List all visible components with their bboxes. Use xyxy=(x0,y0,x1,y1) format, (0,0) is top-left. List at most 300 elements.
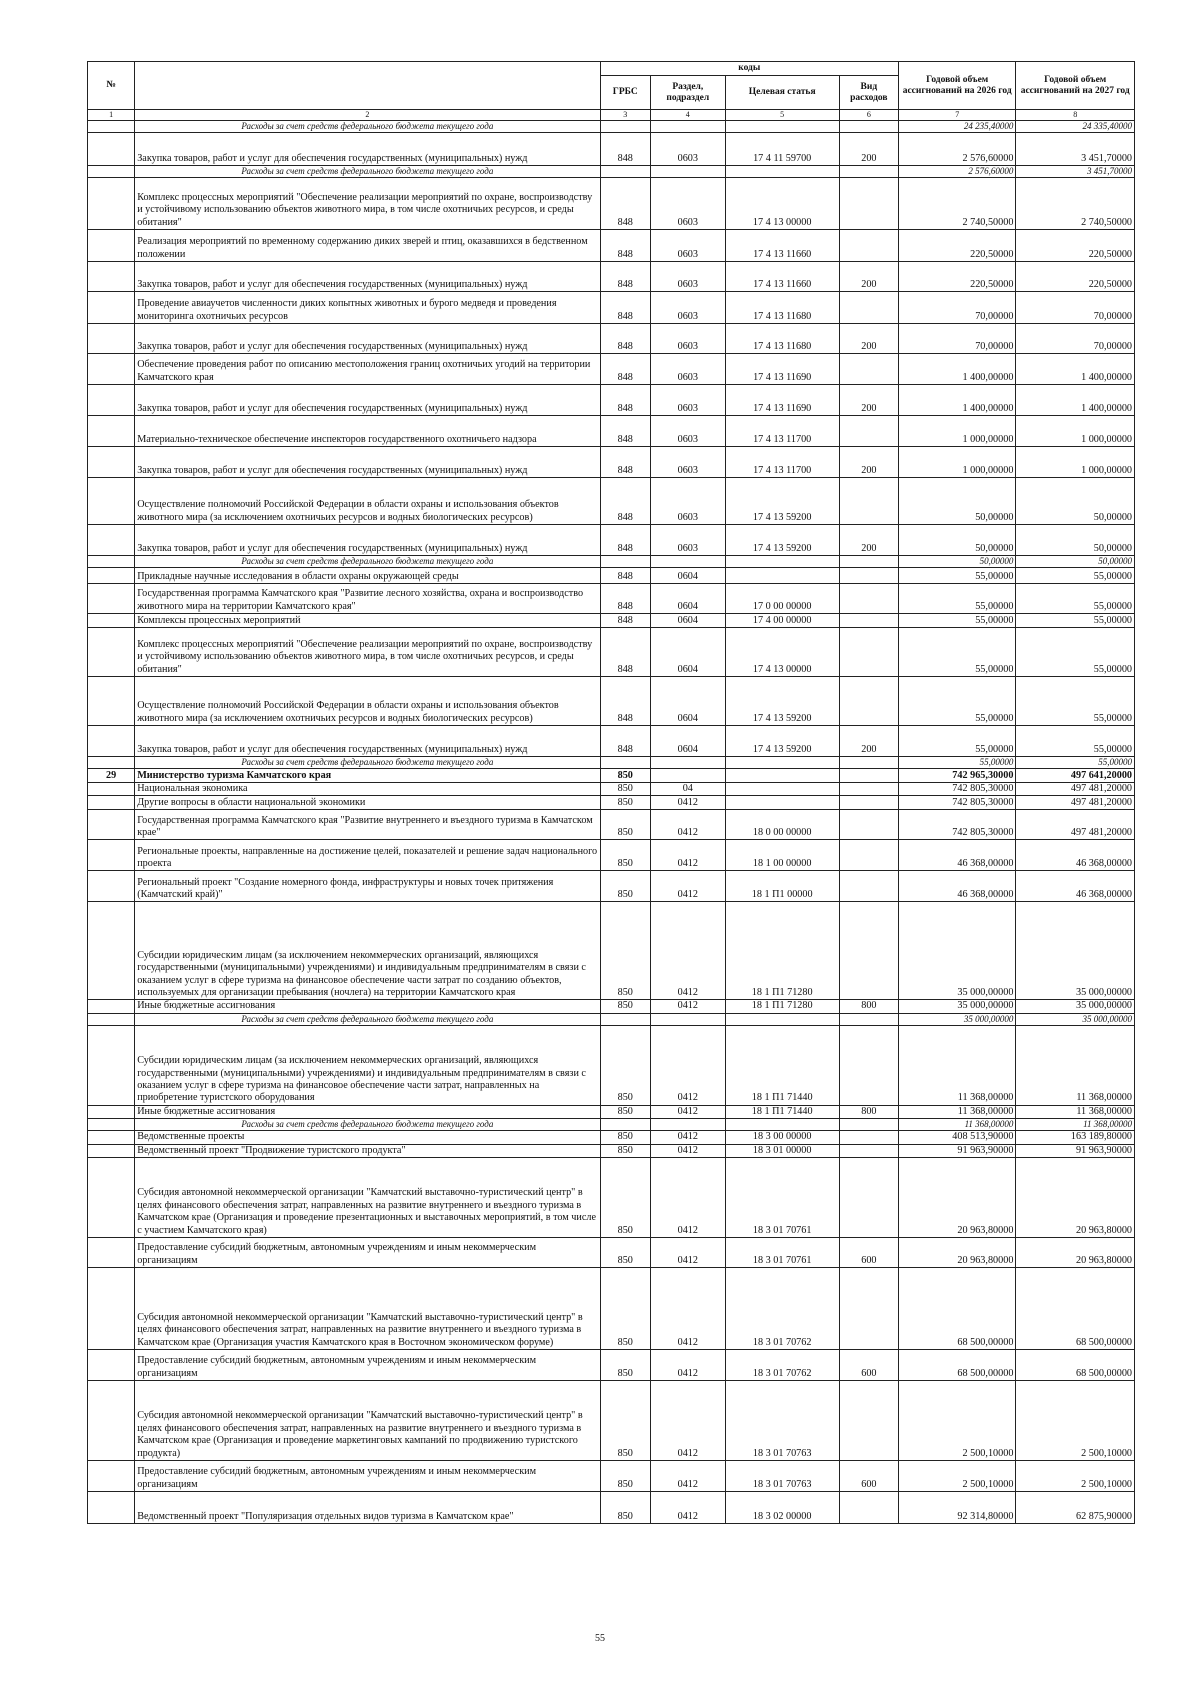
row-amount-2026: 2 500,10000 xyxy=(898,1381,1015,1461)
row-target: 18 3 01 70763 xyxy=(725,1461,839,1492)
row-target xyxy=(725,121,839,133)
table-row xyxy=(88,230,1135,262)
row-name: Закупка товаров, работ и услуг для обеспечения государственных (муниципальных) нужд xyxy=(135,726,600,757)
row-expense-type xyxy=(839,354,898,385)
row-target: 17 4 13 11660 xyxy=(725,230,839,262)
row-amount-2026: 220,50000 xyxy=(898,230,1015,262)
header-vol-2026: Годовой объем ассигнований на 2026 год xyxy=(898,62,1015,110)
row-number xyxy=(88,810,135,840)
row-target xyxy=(725,1119,839,1131)
row-expense-type xyxy=(839,810,898,840)
row-grbs: 848 xyxy=(600,354,650,385)
row-name: Комплексы процессных мероприятий xyxy=(135,614,600,628)
row-expense-type xyxy=(839,292,898,324)
row-name: Осуществление полномочий Российской Федерации в области охраны и использования объектов животного мира (за исключением охотничьих ресурсов и водных биологических ресурсов) xyxy=(135,677,600,726)
row-expense-type: 800 xyxy=(839,1000,898,1013)
row-amount-2027: 91 963,90000 xyxy=(1016,1144,1135,1157)
row-amount-2026: 50,00000 xyxy=(898,478,1015,525)
row-name: Закупка товаров, работ и услуг для обеспечения государственных (муниципальных) нужд xyxy=(135,447,600,478)
row-amount-2026: 20 963,80000 xyxy=(898,1238,1015,1268)
row-section: 0412 xyxy=(650,1350,725,1381)
row-amount-2026: 35 000,00000 xyxy=(898,902,1015,1000)
row-amount-2027: 50,00000 xyxy=(1016,478,1135,525)
row-section: 0412 xyxy=(650,796,725,810)
row-expense-type: 800 xyxy=(839,1105,898,1118)
row-amount-2027: 55,00000 xyxy=(1016,677,1135,726)
row-amount-2027: 163 189,80000 xyxy=(1016,1131,1135,1144)
row-expense-type xyxy=(839,902,898,1000)
row-number xyxy=(88,447,135,478)
row-amount-2026: 2 500,10000 xyxy=(898,1461,1015,1492)
row-amount-2026: 11 368,00000 xyxy=(898,1105,1015,1118)
row-target: 17 4 13 11660 xyxy=(725,262,839,292)
row-target xyxy=(725,769,839,783)
row-amount-2026: 92 314,80000 xyxy=(898,1492,1015,1524)
row-expense-type xyxy=(839,1381,898,1461)
row-expense-type xyxy=(839,1025,898,1105)
row-section: 0603 xyxy=(650,133,725,166)
row-grbs: 848 xyxy=(600,447,650,478)
row-name: Региональные проекты, направленные на достижение целей, показателей и решение задач национального проекта xyxy=(135,840,600,871)
header-expense-type: Вид расходов xyxy=(839,76,898,110)
table-row xyxy=(88,871,1135,902)
row-amount-2027: 497 481,20000 xyxy=(1016,796,1135,810)
table-row xyxy=(88,1105,1135,1118)
row-target: 17 4 13 11690 xyxy=(725,354,839,385)
row-amount-2026: 24 235,40000 xyxy=(898,121,1015,133)
row-target xyxy=(725,568,839,584)
row-name: Закупка товаров, работ и услуг для обеспечения государственных (муниципальных) нужд xyxy=(135,525,600,556)
row-target xyxy=(725,783,839,796)
row-target: 18 1 П1 71280 xyxy=(725,1000,839,1013)
row-target: 18 3 01 70763 xyxy=(725,1381,839,1461)
row-amount-2027: 46 368,00000 xyxy=(1016,871,1135,902)
row-number xyxy=(88,796,135,810)
row-section: 0412 xyxy=(650,1105,725,1118)
row-amount-2027: 11 368,00000 xyxy=(1016,1105,1135,1118)
row-section: 0603 xyxy=(650,292,725,324)
table-row xyxy=(88,628,1135,677)
row-expense-type xyxy=(839,871,898,902)
row-name: Государственная программа Камчатского края "Развитие лесного хозяйства, охрана и воспроизводство животного мира на территории Камчатского края" xyxy=(135,584,600,614)
row-number xyxy=(88,354,135,385)
column-index: 4 xyxy=(650,110,725,121)
row-grbs: 848 xyxy=(600,262,650,292)
table-row xyxy=(88,1381,1135,1461)
column-index: 6 xyxy=(839,110,898,121)
row-section xyxy=(650,1013,725,1025)
row-target xyxy=(725,1013,839,1025)
row-section: 0604 xyxy=(650,614,725,628)
row-expense-type xyxy=(839,769,898,783)
row-grbs: 850 xyxy=(600,769,650,783)
row-target: 17 4 13 11700 xyxy=(725,447,839,478)
federal-budget-row xyxy=(88,121,1135,133)
row-target xyxy=(725,757,839,769)
row-number xyxy=(88,525,135,556)
row-name: Реализация мероприятий по временному содержанию диких зверей и птиц, оказавшихся в бедственном положении xyxy=(135,230,600,262)
header-no: № xyxy=(88,62,135,110)
column-index: 5 xyxy=(725,110,839,121)
row-target: 18 1 П1 71440 xyxy=(725,1025,839,1105)
table-row xyxy=(88,385,1135,416)
row-amount-2026: 50,00000 xyxy=(898,556,1015,568)
row-target: 18 0 00 00000 xyxy=(725,810,839,840)
row-number xyxy=(88,1492,135,1524)
row-section: 0603 xyxy=(650,178,725,230)
row-amount-2026: 1 400,00000 xyxy=(898,385,1015,416)
row-amount-2027: 55,00000 xyxy=(1016,726,1135,757)
row-section: 0603 xyxy=(650,478,725,525)
row-amount-2027: 497 641,20000 xyxy=(1016,769,1135,783)
row-number xyxy=(88,568,135,584)
row-amount-2027: 220,50000 xyxy=(1016,262,1135,292)
budget-table-sheet xyxy=(87,61,1135,1524)
row-amount-2026: 55,00000 xyxy=(898,677,1015,726)
row-section: 0604 xyxy=(650,584,725,614)
row-grbs: 848 xyxy=(600,324,650,354)
header-target: Целевая статья xyxy=(725,76,839,110)
row-name: Иные бюджетные ассигнования xyxy=(135,1105,600,1118)
row-target: 17 4 13 11680 xyxy=(725,292,839,324)
row-amount-2027: 55,00000 xyxy=(1016,584,1135,614)
row-number xyxy=(88,1000,135,1013)
table-row xyxy=(88,902,1135,1000)
row-target: 17 4 13 59200 xyxy=(725,677,839,726)
column-index: 1 xyxy=(88,110,135,121)
budget-table xyxy=(87,61,1135,1524)
row-target: 17 4 13 00000 xyxy=(725,178,839,230)
row-name: Комплекс процессных мероприятий "Обеспечение реализации мероприятий по охране, воспроизводству и устойчивому использованию объектов животного мира, в том числе охотничьих ресурсов, и среды обитания" xyxy=(135,178,600,230)
row-expense-type xyxy=(839,1013,898,1025)
table-row xyxy=(88,133,1135,166)
row-section: 0412 xyxy=(650,1492,725,1524)
row-name: Осуществление полномочий Российской Федерации в области охраны и использования объектов животного мира (за исключением охотничьих ресурсов и водных биологических ресурсов) xyxy=(135,478,600,525)
row-target: 17 4 00 00000 xyxy=(725,614,839,628)
row-target: 18 1 П1 71440 xyxy=(725,1105,839,1118)
row-number xyxy=(88,726,135,757)
row-name: Региональный проект "Создание номерного фонда, инфраструктуры и новых точек притяжения (Камчатский край)" xyxy=(135,871,600,902)
row-amount-2027: 2 500,10000 xyxy=(1016,1381,1135,1461)
row-expense-type xyxy=(839,614,898,628)
row-number: 29 xyxy=(88,769,135,783)
row-number xyxy=(88,133,135,166)
table-row xyxy=(88,1350,1135,1381)
row-number xyxy=(88,840,135,871)
row-grbs: 848 xyxy=(600,178,650,230)
federal-budget-row xyxy=(88,556,1135,568)
row-amount-2026: 11 368,00000 xyxy=(898,1119,1015,1131)
row-expense-type xyxy=(839,796,898,810)
row-name: Закупка товаров, работ и услуг для обеспечения государственных (муниципальных) нужд xyxy=(135,133,600,166)
table-row xyxy=(88,796,1135,810)
row-amount-2026: 2 740,50000 xyxy=(898,178,1015,230)
row-name: Комплекс процессных мероприятий "Обеспечение реализации мероприятий по охране, воспроизводству и устойчивому использованию объектов животного мира, в том числе охотничьих ресурсов, и среды обитания" xyxy=(135,628,600,677)
row-grbs: 850 xyxy=(600,1268,650,1350)
row-expense-type xyxy=(839,416,898,447)
row-grbs: 850 xyxy=(600,783,650,796)
row-grbs xyxy=(600,121,650,133)
row-number xyxy=(88,1013,135,1025)
row-section: 0412 xyxy=(650,1131,725,1144)
row-amount-2027: 11 368,00000 xyxy=(1016,1119,1135,1131)
row-amount-2027: 68 500,00000 xyxy=(1016,1350,1135,1381)
row-name: Прикладные научные исследования в области охраны окружающей среды xyxy=(135,568,600,584)
row-target: 18 3 01 70761 xyxy=(725,1238,839,1268)
row-expense-type xyxy=(839,757,898,769)
row-amount-2027: 20 963,80000 xyxy=(1016,1158,1135,1238)
row-number xyxy=(88,385,135,416)
row-expense-type xyxy=(839,178,898,230)
row-section: 0603 xyxy=(650,262,725,292)
row-number xyxy=(88,1350,135,1381)
table-row xyxy=(88,292,1135,324)
row-amount-2027: 1 000,00000 xyxy=(1016,416,1135,447)
row-amount-2027: 55,00000 xyxy=(1016,757,1135,769)
row-target: 17 4 13 11690 xyxy=(725,385,839,416)
row-target: 17 4 13 59200 xyxy=(725,726,839,757)
row-amount-2026: 1 000,00000 xyxy=(898,447,1015,478)
row-section: 0412 xyxy=(650,1025,725,1105)
row-name: Расходы за счет средств федерального бюджета текущего года xyxy=(135,121,600,133)
row-number xyxy=(88,292,135,324)
row-section: 0604 xyxy=(650,568,725,584)
row-number xyxy=(88,1268,135,1350)
row-amount-2027: 2 500,10000 xyxy=(1016,1461,1135,1492)
row-number xyxy=(88,677,135,726)
row-grbs xyxy=(600,1013,650,1025)
row-amount-2026: 46 368,00000 xyxy=(898,871,1015,902)
table-row xyxy=(88,324,1135,354)
table-row xyxy=(88,262,1135,292)
row-amount-2027: 70,00000 xyxy=(1016,292,1135,324)
row-amount-2026: 70,00000 xyxy=(898,324,1015,354)
row-number xyxy=(88,262,135,292)
row-grbs xyxy=(600,556,650,568)
row-expense-type: 200 xyxy=(839,262,898,292)
row-target: 18 3 01 70762 xyxy=(725,1350,839,1381)
row-amount-2026: 742 805,30000 xyxy=(898,810,1015,840)
row-expense-type: 200 xyxy=(839,447,898,478)
table-row xyxy=(88,1238,1135,1268)
row-number xyxy=(88,1025,135,1105)
row-grbs xyxy=(600,757,650,769)
row-amount-2026: 1 400,00000 xyxy=(898,354,1015,385)
row-expense-type xyxy=(839,1119,898,1131)
row-target: 17 4 13 11680 xyxy=(725,324,839,354)
budget-table-body xyxy=(88,121,1135,1524)
row-amount-2026: 55,00000 xyxy=(898,628,1015,677)
row-section: 0412 xyxy=(650,1381,725,1461)
federal-budget-row xyxy=(88,1119,1135,1131)
row-name: Субсидия автономной некоммерческой организации "Камчатский выставочно-туристический центр" в целях финансового обеспечения затрат, направленных на развитие внутреннего и въездного туризма в Камчатском крае (Организация участия Камчатского края в Восточном экономическом форуме) xyxy=(135,1268,600,1350)
header-grbs: ГРБС xyxy=(600,76,650,110)
row-amount-2027: 3 451,70000 xyxy=(1016,133,1135,166)
column-index: 3 xyxy=(600,110,650,121)
row-name: Министерство туризма Камчатского края xyxy=(135,769,600,783)
row-amount-2027: 2 740,50000 xyxy=(1016,178,1135,230)
row-name: Расходы за счет средств федерального бюджета текущего года xyxy=(135,166,600,178)
table-row xyxy=(88,354,1135,385)
row-section xyxy=(650,1119,725,1131)
row-name: Расходы за счет средств федерального бюджета текущего года xyxy=(135,556,600,568)
row-amount-2027: 55,00000 xyxy=(1016,614,1135,628)
row-expense-type xyxy=(839,121,898,133)
table-row xyxy=(88,769,1135,783)
row-section: 0603 xyxy=(650,416,725,447)
row-number xyxy=(88,166,135,178)
row-target: 17 0 00 00000 xyxy=(725,584,839,614)
row-name: Субсидии юридическим лицам (за исключением некоммерческих организаций, являющихся государственными (муниципальными) учреждениями) и индивидуальным предпринимателям в связи с оказанием услуг в сфере туризма на финансовое обеспечение части затрат по созданию объектов, используемых для организации пребывания (ночлега) на территории Камчатского края xyxy=(135,902,600,1000)
row-amount-2026: 220,50000 xyxy=(898,262,1015,292)
row-amount-2026: 2 576,60000 xyxy=(898,166,1015,178)
row-target: 18 1 П1 71280 xyxy=(725,902,839,1000)
row-number xyxy=(88,1119,135,1131)
row-name: Ведомственный проект "Популяризация отдельных видов туризма в Камчатском крае" xyxy=(135,1492,600,1524)
row-section: 0603 xyxy=(650,447,725,478)
row-expense-type xyxy=(839,1268,898,1350)
row-section: 0604 xyxy=(650,677,725,726)
row-name: Другие вопросы в области национальной экономики xyxy=(135,796,600,810)
row-expense-type: 200 xyxy=(839,324,898,354)
row-section: 0603 xyxy=(650,525,725,556)
row-section: 0412 xyxy=(650,840,725,871)
row-number xyxy=(88,584,135,614)
row-section: 0412 xyxy=(650,1268,725,1350)
row-name: Предоставление субсидий бюджетным, автономным учреждениям и иным некоммерческим организациям xyxy=(135,1238,600,1268)
row-target: 18 3 00 00000 xyxy=(725,1131,839,1144)
row-grbs: 848 xyxy=(600,133,650,166)
row-amount-2026: 68 500,00000 xyxy=(898,1268,1015,1350)
row-amount-2027: 220,50000 xyxy=(1016,230,1135,262)
row-expense-type xyxy=(839,230,898,262)
row-grbs: 848 xyxy=(600,628,650,677)
table-row xyxy=(88,447,1135,478)
row-expense-type: 600 xyxy=(839,1238,898,1268)
row-expense-type xyxy=(839,568,898,584)
row-amount-2026: 408 513,90000 xyxy=(898,1131,1015,1144)
row-number xyxy=(88,1105,135,1118)
row-number xyxy=(88,1238,135,1268)
page-number: 55 xyxy=(595,1633,605,1644)
row-expense-type xyxy=(839,584,898,614)
row-grbs: 850 xyxy=(600,1000,650,1013)
row-expense-type xyxy=(839,1492,898,1524)
header-codes: коды xyxy=(600,62,898,76)
row-section: 0412 xyxy=(650,902,725,1000)
row-grbs: 848 xyxy=(600,677,650,726)
row-name: Закупка товаров, работ и услуг для обеспечения государственных (муниципальных) нужд xyxy=(135,324,600,354)
row-amount-2027: 1 400,00000 xyxy=(1016,385,1135,416)
row-amount-2026: 1 000,00000 xyxy=(898,416,1015,447)
row-amount-2027: 70,00000 xyxy=(1016,324,1135,354)
row-amount-2027: 50,00000 xyxy=(1016,556,1135,568)
row-expense-type: 200 xyxy=(839,726,898,757)
row-expense-type xyxy=(839,166,898,178)
row-expense-type: 600 xyxy=(839,1461,898,1492)
row-target xyxy=(725,556,839,568)
table-row xyxy=(88,726,1135,757)
row-amount-2026: 55,00000 xyxy=(898,757,1015,769)
row-section: 0412 xyxy=(650,1000,725,1013)
row-section: 0604 xyxy=(650,628,725,677)
row-target: 18 3 01 70761 xyxy=(725,1158,839,1238)
row-name: Закупка товаров, работ и услуг для обеспечения государственных (муниципальных) нужд xyxy=(135,385,600,416)
row-amount-2027: 1 400,00000 xyxy=(1016,354,1135,385)
table-row xyxy=(88,178,1135,230)
row-grbs xyxy=(600,1119,650,1131)
row-target: 18 1 00 00000 xyxy=(725,840,839,871)
row-target xyxy=(725,166,839,178)
row-expense-type xyxy=(839,1158,898,1238)
row-amount-2026: 742 805,30000 xyxy=(898,783,1015,796)
row-grbs: 850 xyxy=(600,1158,650,1238)
row-name: Иные бюджетные ассигнования xyxy=(135,1000,600,1013)
row-expense-type: 200 xyxy=(839,525,898,556)
row-section: 04 xyxy=(650,783,725,796)
row-amount-2027: 68 500,00000 xyxy=(1016,1268,1135,1350)
row-number xyxy=(88,1461,135,1492)
row-name: Расходы за счет средств федерального бюджета текущего года xyxy=(135,757,600,769)
row-grbs: 850 xyxy=(600,1381,650,1461)
row-grbs: 850 xyxy=(600,902,650,1000)
row-number xyxy=(88,1131,135,1144)
row-amount-2026: 55,00000 xyxy=(898,568,1015,584)
table-row xyxy=(88,416,1135,447)
row-number xyxy=(88,757,135,769)
row-grbs: 850 xyxy=(600,1492,650,1524)
row-expense-type xyxy=(839,677,898,726)
table-row xyxy=(88,783,1135,796)
row-amount-2027: 11 368,00000 xyxy=(1016,1025,1135,1105)
row-expense-type xyxy=(839,1131,898,1144)
row-expense-type xyxy=(839,628,898,677)
row-grbs: 848 xyxy=(600,726,650,757)
row-section xyxy=(650,757,725,769)
table-row xyxy=(88,478,1135,525)
row-amount-2026: 35 000,00000 xyxy=(898,1000,1015,1013)
row-target: 18 3 02 00000 xyxy=(725,1492,839,1524)
row-expense-type xyxy=(839,783,898,796)
row-amount-2027: 35 000,00000 xyxy=(1016,1000,1135,1013)
row-name: Предоставление субсидий бюджетным, автономным учреждениям и иным некоммерческим организациям xyxy=(135,1350,600,1381)
row-grbs: 848 xyxy=(600,416,650,447)
row-amount-2026: 70,00000 xyxy=(898,292,1015,324)
row-grbs: 850 xyxy=(600,1238,650,1268)
column-index: 2 xyxy=(135,110,600,121)
row-amount-2026: 742 805,30000 xyxy=(898,796,1015,810)
row-amount-2026: 20 963,80000 xyxy=(898,1158,1015,1238)
row-amount-2027: 35 000,00000 xyxy=(1016,902,1135,1000)
row-grbs: 850 xyxy=(600,871,650,902)
row-name: Субсидия автономной некоммерческой организации "Камчатский выставочно-туристический центр" в целях финансового обеспечения затрат, направленных на развитие внутреннего и въездного туризма в Камчатском крае (Организация и проведение презентационных и выставочных мероприятий, в том числе с участием Камчатского края) xyxy=(135,1158,600,1238)
row-target: 17 4 13 59200 xyxy=(725,478,839,525)
row-number xyxy=(88,783,135,796)
row-expense-type: 200 xyxy=(839,385,898,416)
row-amount-2027: 55,00000 xyxy=(1016,568,1135,584)
row-target: 18 3 01 00000 xyxy=(725,1144,839,1157)
row-amount-2027: 20 963,80000 xyxy=(1016,1238,1135,1268)
row-amount-2026: 742 965,30000 xyxy=(898,769,1015,783)
row-name: Субсидии юридическим лицам (за исключением некоммерческих организаций, являющихся государственными (муниципальными) учреждениями) и индивидуальным предпринимателям в связи с оказанием услуг в сфере туризма на финансовое обеспечение части затрат, направленных на приобретение туристского оборудования xyxy=(135,1025,600,1105)
row-grbs: 848 xyxy=(600,614,650,628)
row-target: 17 4 13 11700 xyxy=(725,416,839,447)
row-grbs: 850 xyxy=(600,1131,650,1144)
table-row xyxy=(88,525,1135,556)
row-section: 0604 xyxy=(650,726,725,757)
row-name: Закупка товаров, работ и услуг для обеспечения государственных (муниципальных) нужд xyxy=(135,262,600,292)
row-amount-2026: 35 000,00000 xyxy=(898,1013,1015,1025)
